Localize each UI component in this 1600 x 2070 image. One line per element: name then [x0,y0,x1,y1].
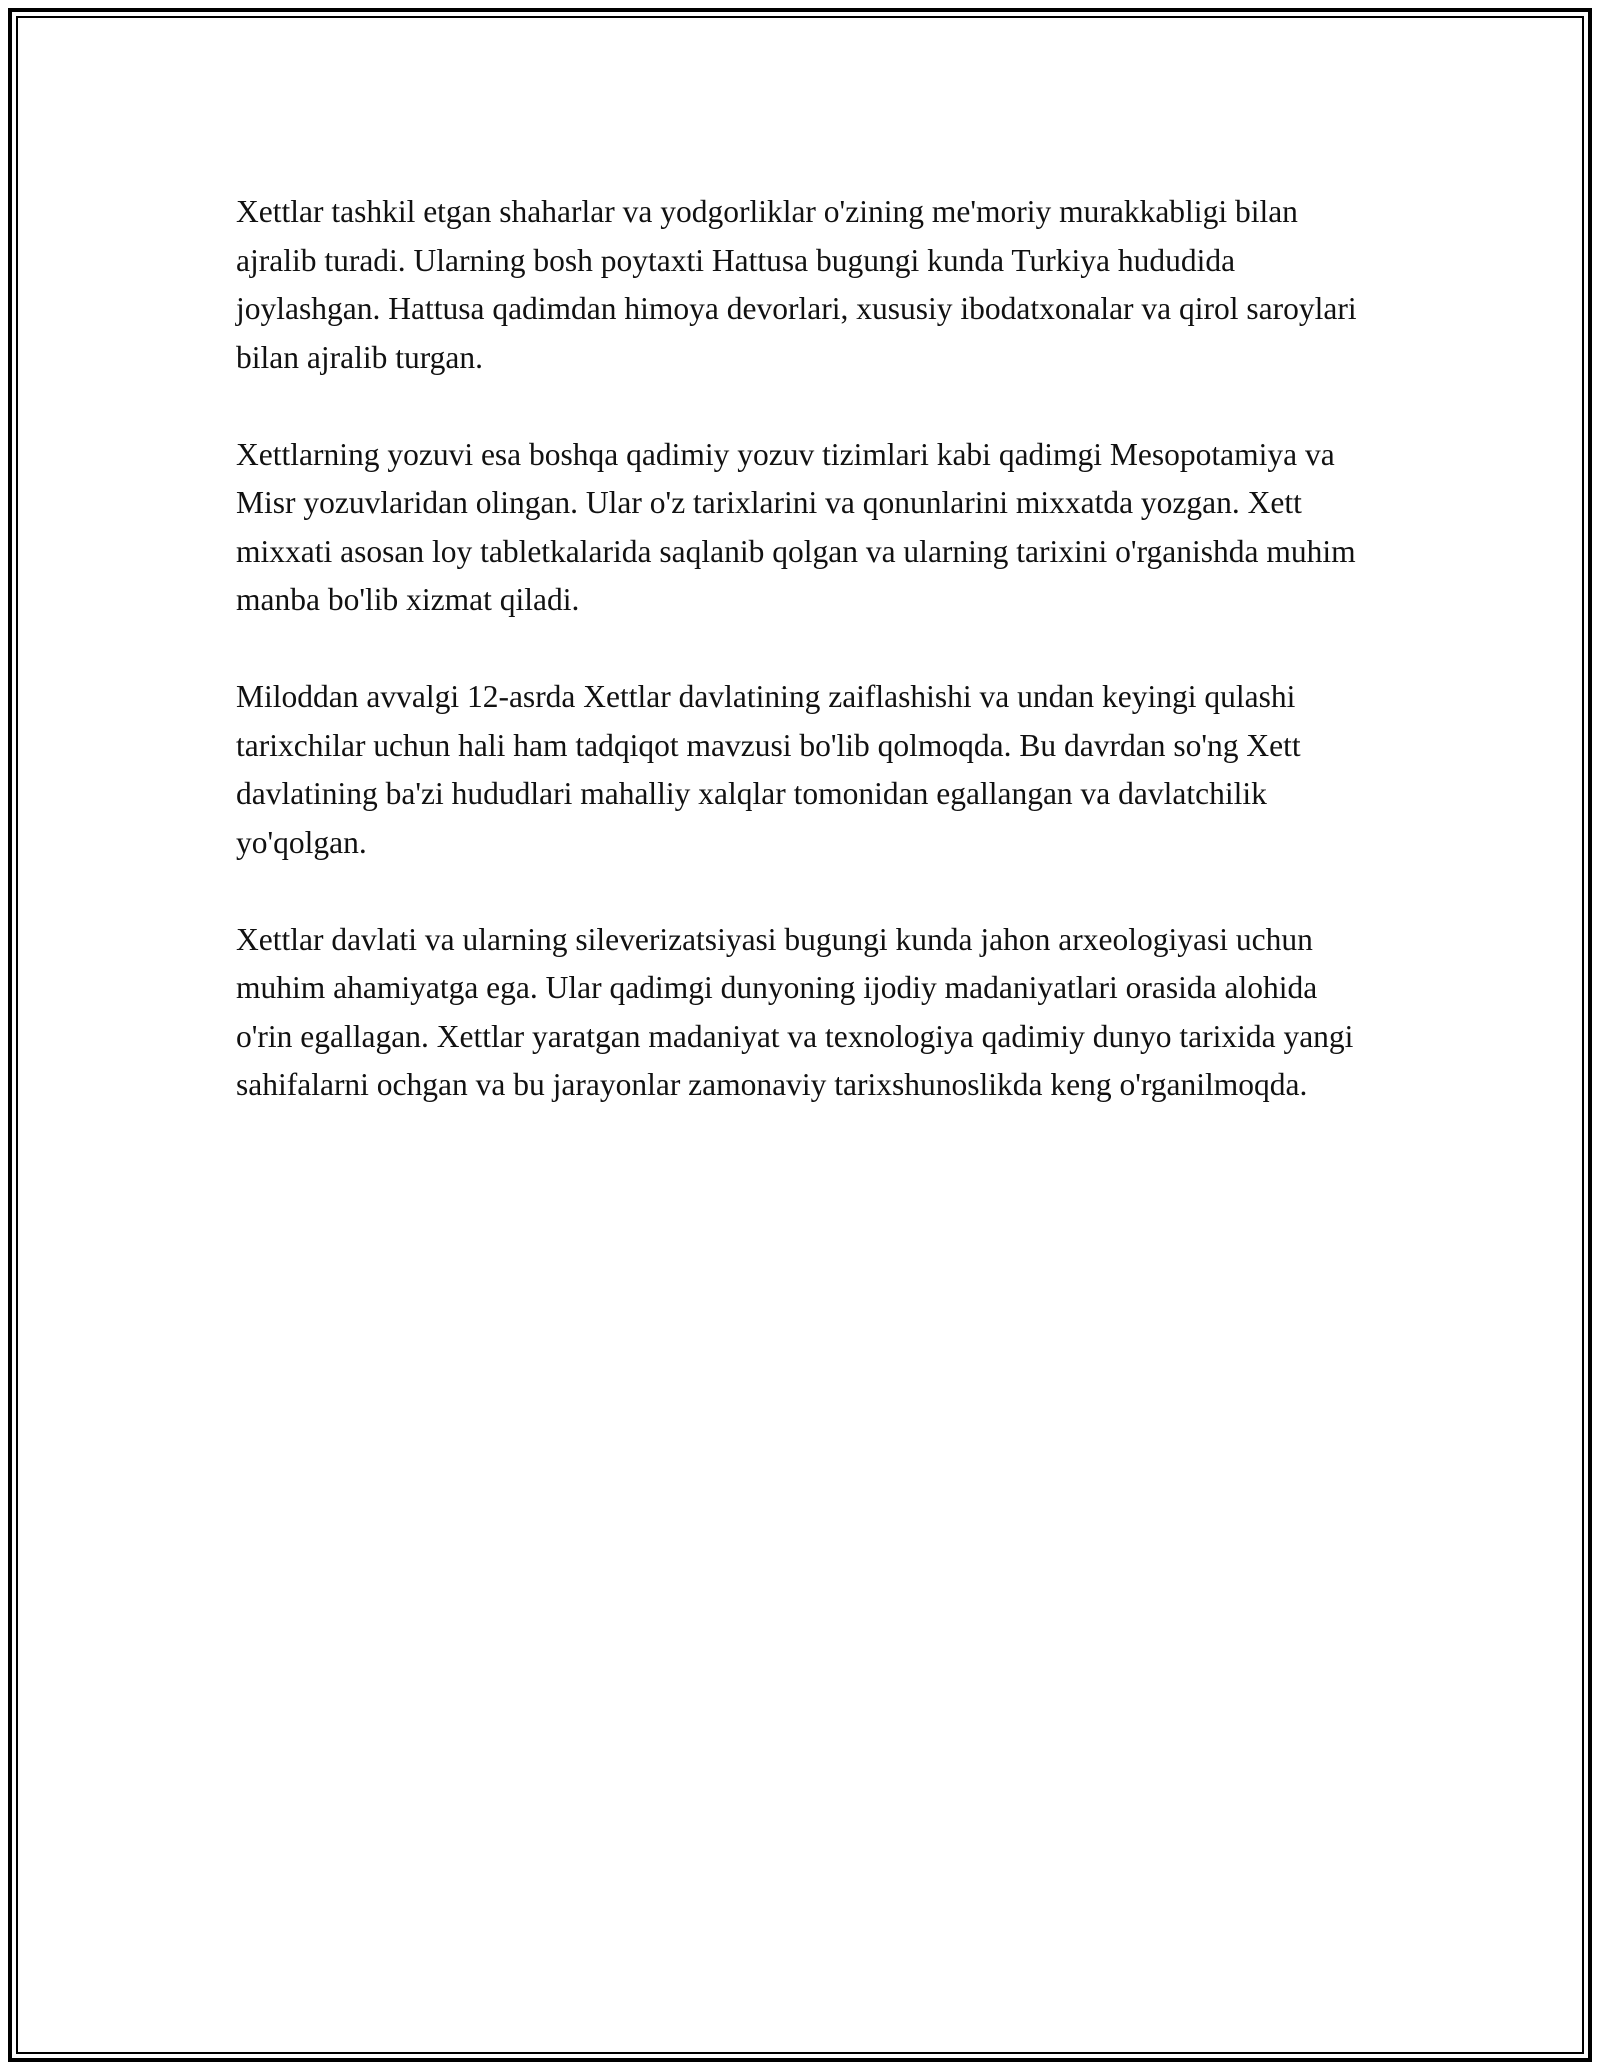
paragraph-3: Miloddan avvalgi 12-asrda Xettlar davlatining zaiflashishi va undan keyingi qulashi tarixchilar uchun hali ham tadqiqot mavzusi bo'lib qolmoqda. Bu davrdan so'ng Xett davlatining ba'zi hududlari mahalliy xalqlar tomonidan egallangan va davlatchilik yo'qolgan. [236,679,1301,860]
paragraph-4: Xettlar davlati va ularning sileverizatsiyasi bugungi kunda jahon arxeologiyasi uchun muhim ahamiyatga ega. Ular qadimgi dunyoning ijodiy madaniyatlari orasida alohida o'rin egallagan. Xettlar yaratgan madaniyat va texnologiya qadimiy dunyo tarixida yangi sahifalarni ochgan va bu jarayonlar zamonaviy tarixshunoslikda keng o'rganilmoqda. [236,921,1354,1102]
paragraph-1: Xettlar tashkil etgan shaharlar va yodgorliklar o'zining me'moriy murakkabligi bilan ajralib turadi. Ularning bosh poytaxti Hattusa bugungi kunda Turkiya hududida joylashgan. Hattusa qadimdan himoya devorlari, xususiy ibodatxonalar va qirol saroylari bilan ajralib turgan. [236,194,1357,375]
paragraph-2: Xettlarning yozuvi esa boshqa qadimiy yozuv tizimlari kabi qadimgi Mesopotamiya va Misr yozuvlaridan olingan. Ular o'z tarixlarini va qonunlarini mixxatda yozgan. Xett mixxati asosan loy tabletkalarida saqlanib qolgan va ularning tarixini o'rganishda muhim manba bo'lib xizmat qiladi. [236,436,1356,617]
document-body [236,188,1364,1158]
